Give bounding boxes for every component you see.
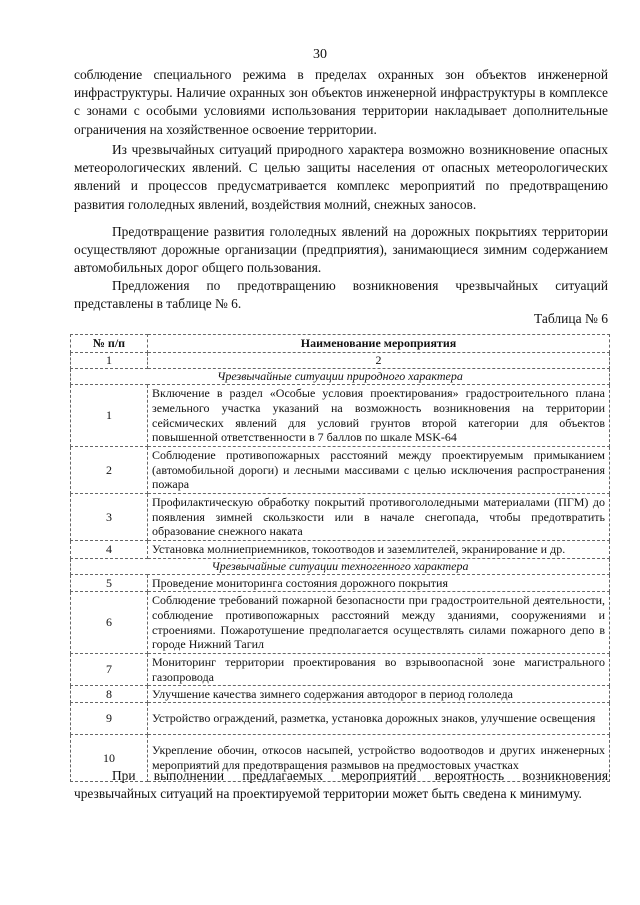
- column-number-row: [71, 353, 610, 369]
- row-measure: Устройство ограждений, разметка, установка дорожных знаков, улучшение освещения: [148, 703, 610, 735]
- section-row-technogenic: [71, 559, 610, 575]
- row-number: 4: [71, 541, 148, 559]
- table-row: [71, 385, 610, 447]
- row-number: 3: [71, 494, 148, 541]
- table-row: [71, 494, 610, 541]
- row-measure: Проведение мониторинга состояния дорожного покрытия: [148, 575, 610, 592]
- row-number: 8: [71, 686, 148, 703]
- table-row: [71, 541, 610, 559]
- measures-table: [70, 334, 610, 782]
- table-row: [71, 686, 610, 703]
- header-measure: Наименование мероприятия: [148, 335, 610, 353]
- row-number: 1: [71, 385, 148, 447]
- section-row-natural: [71, 369, 610, 385]
- table-row: [71, 703, 610, 735]
- row-number: 9: [71, 703, 148, 735]
- row-measure: Включение в раздел «Особые условия проектирования» градостроительного плана земельного участка указаний на возможность возникновения на территории сейсмических явлений для условий грунтов второй категории для объектов повышенной ответственности в 7 баллов по шкале MSK-64: [148, 385, 610, 447]
- column-number-1: 1: [71, 353, 148, 369]
- table-row: [71, 575, 610, 592]
- paragraph-2: Из чрезвычайных ситуаций природного характера возможно возникновение опасных метеорологических явлений. С целью защиты населения от опасных метеорологических явлений и процессов предусматривается комплекс мероприятий по предотвращению развития гололедных явлений, воздействия молний, снежных заносов.: [74, 142, 608, 212]
- row-measure: Соблюдение требований пожарной безопасности при градостроительной деятельности, соблюдение противопожарных расстояний между зданиями, сооружениями и строениями. Пожаротушение предполагается осуществлять силами пожарного депо в городе Нижний Тагил: [148, 592, 610, 654]
- row-number: 10: [71, 735, 148, 782]
- row-number: 7: [71, 654, 148, 686]
- header-number: № п/п: [71, 335, 148, 353]
- section-natural-title: Чрезвычайные ситуации природного характера: [71, 369, 610, 385]
- table-caption: Таблица № 6: [534, 311, 608, 326]
- table-row: [71, 592, 610, 654]
- page-number: 30: [313, 47, 327, 62]
- row-number: 6: [71, 592, 148, 654]
- row-measure: Соблюдение противопожарных расстояний между проектируемым примыканием (автомобильной дороги) и лесными массивами с целью исключения распространения пожара: [148, 447, 610, 494]
- paragraph-4: Предложения по предотвращению возникновения чрезвычайных ситуаций представлены в таблице № 6.: [74, 278, 608, 312]
- row-measure: Укрепление обочин, откосов насыпей, устройство водоотводов и других инженерных мероприятий для предотвращения размывов на предмостовых участках: [148, 735, 610, 782]
- final-paragraph: При выполнении предлагаемых мероприятий вероятность возникновения чрезвычайных ситуаций на проектируемой территории может быть сведена к минимуму.: [74, 768, 608, 802]
- row-number: 5: [71, 575, 148, 592]
- row-measure: Установка молниеприемников, токоотводов и заземлителей, экранирование и др.: [148, 541, 610, 559]
- row-measure: Улучшение качества зимнего содержания автодорог в период гололеда: [148, 686, 610, 703]
- section-technogenic-title: Чрезвычайные ситуации техногенного характера: [71, 559, 610, 575]
- row-measure: Профилактическую обработку покрытий противогололедными материалами (ПГМ) до появления зимней скользкости или в начале снегопада, чтобы предотвратить образование снежного наката: [148, 494, 610, 541]
- paragraph-3: Предотвращение развития гололедных явлений на дорожных покрытиях территории осуществляют дорожные организации (предприятия), занимающиеся зимним содержанием автомобильных дорог общего пользования.: [74, 224, 608, 276]
- row-measure: Мониторинг территории проектирования во взрывоопасной зоне магистрального газопровода: [148, 654, 610, 686]
- column-number-2: 2: [148, 353, 610, 369]
- paragraph-1: соблюдение специального режима в пределах охранных зон объектов инженерной инфраструктуры. Наличие охранных зон объектов инженерной инфраструктуры в комплексе с зонами с особыми условиями использования территории накладывает дополнительные ограничения на хозяйственное освоение территории.: [74, 67, 608, 137]
- table-row: [71, 447, 610, 494]
- row-number: 2: [71, 447, 148, 494]
- table-header-row: [71, 335, 610, 353]
- table-row: [71, 654, 610, 686]
